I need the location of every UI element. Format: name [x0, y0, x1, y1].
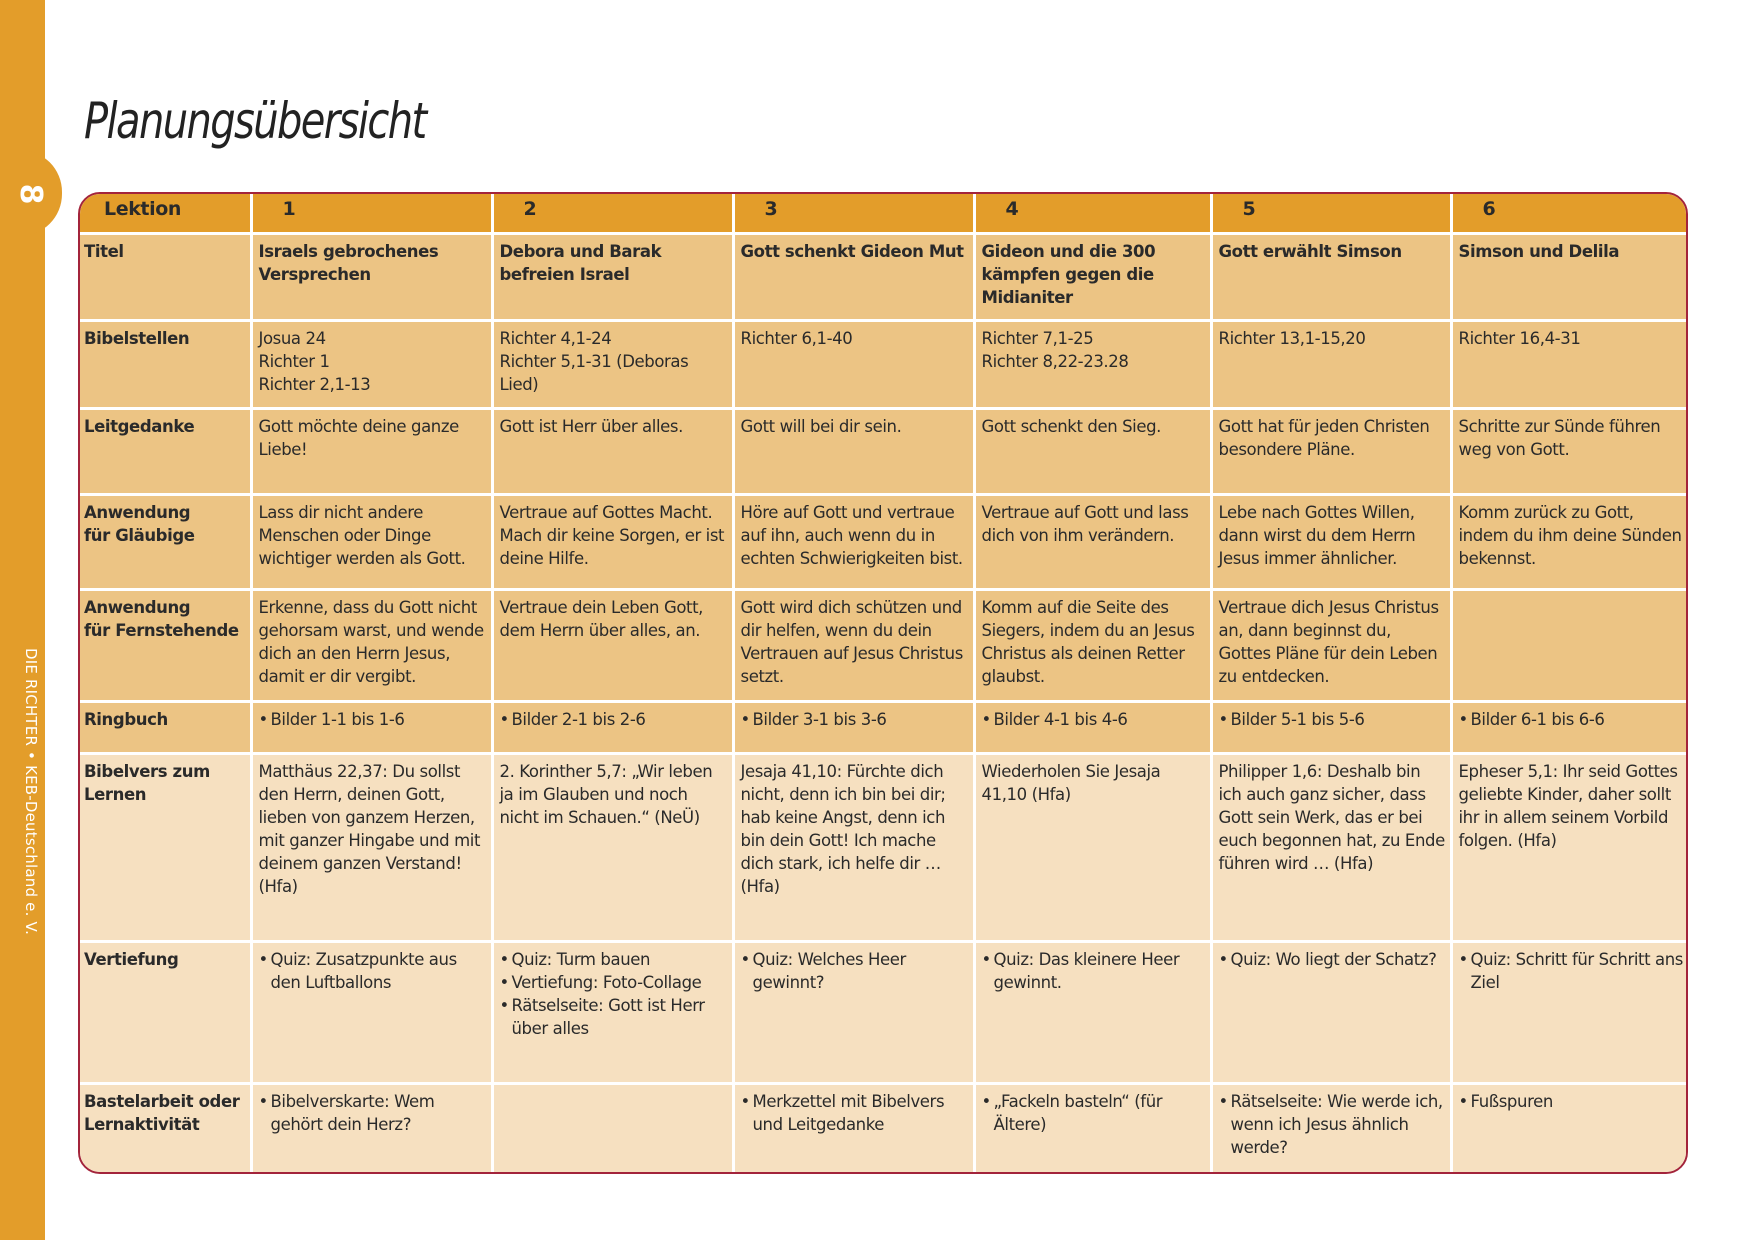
- row-label-text: Lernaktivität: [84, 1115, 200, 1135]
- lesson-number-2: 2: [492, 194, 733, 233]
- bullet-item: • Quiz: Das kleinere Heer gewinnt.: [982, 948, 1206, 994]
- cell-anwendung_glaeubige-5: Lebe nach Gottes Willen, dann wirst du dem Herrn Jesus immer ähnlicher.: [1211, 494, 1451, 590]
- row-label-text: Vertiefung: [84, 949, 179, 969]
- cell-bastelarbeit-3: [733, 1084, 974, 1172]
- row-label-anwendung_glaeubige: [80, 494, 251, 590]
- cell-anwendung_glaeubige-6: Komm zurück zu Gott, indem du ihm deine Sünden bekennst.: [1451, 494, 1688, 590]
- cell-line: Richter 2,1-13: [258, 374, 371, 394]
- cell-bastelarbeit-4: [974, 1084, 1211, 1172]
- table-row-ringbuch: [80, 702, 1688, 754]
- lesson-number-6: 6: [1451, 194, 1688, 233]
- bullet-item: • Fußspuren: [1459, 1090, 1687, 1113]
- bullet-list: [1459, 708, 1687, 731]
- cell-bibelstellen-6: [1451, 320, 1688, 408]
- cell-anwendung_fernstehende-1: Erkenne, dass du Gott nicht gehorsam warst, und wende dich an den Herrn Jesus, damit er dir vergibt.: [251, 590, 492, 702]
- row-label-text: Ringbuch: [84, 710, 168, 729]
- table-row-titel: [80, 233, 1688, 320]
- bullet-list: [500, 948, 728, 1040]
- row-label-text: für Gläubige: [84, 525, 195, 545]
- table-row-vertiefung: [80, 941, 1688, 1084]
- bullet-item: • Merkzettel mit Bibelvers und Leitgedanke: [741, 1090, 969, 1136]
- bullet-list: [500, 708, 728, 731]
- cell-ringbuch-1: [251, 702, 492, 754]
- bullet-list: [982, 708, 1206, 731]
- row-label-titel: [80, 233, 251, 320]
- row-label-bibelvers: [80, 753, 251, 941]
- bullet-list: [741, 1090, 969, 1136]
- cell-titel-4: Gideon und die 300 kämpfen gegen die Midianiter: [974, 233, 1211, 320]
- cell-anwendung_glaeubige-3: Höre auf Gott und vertraue auf ihn, auch wenn du in echten Schwierigkeiten bist.: [733, 494, 974, 590]
- bullet-list: [1219, 708, 1446, 731]
- table-row-bibelvers: [80, 753, 1688, 941]
- table-row-leitgedanke: [80, 408, 1688, 494]
- lesson-number-4: 4: [974, 194, 1211, 233]
- bullet-list: [259, 948, 487, 994]
- bullet-item: • Bilder 3-1 bis 3-6: [741, 708, 969, 731]
- bullet-item: • Bilder 4-1 bis 4-6: [982, 708, 1206, 731]
- cell-line: Richter 8,22-23.28: [981, 351, 1129, 371]
- header-label-lektion: Lektion: [80, 194, 251, 233]
- cell-titel-3: Gott schenkt Gideon Mut: [733, 233, 974, 320]
- cell-ringbuch-5: [1211, 702, 1451, 754]
- bullet-list: [259, 708, 487, 731]
- cell-ringbuch-4: [974, 702, 1211, 754]
- cell-leitgedanke-6: Schritte zur Sünde führen weg von Gott.: [1451, 408, 1688, 494]
- cell-vertiefung-4: [974, 941, 1211, 1084]
- lesson-number-1: 1: [251, 194, 492, 233]
- bullet-list: [1219, 948, 1446, 971]
- bullet-item: • Quiz: Wo liegt der Schatz?: [1219, 948, 1446, 971]
- bullet-item: • Quiz: Welches Heer gewinnt?: [741, 948, 969, 994]
- cell-bibelstellen-4: [974, 320, 1211, 408]
- table-row-bastelarbeit: [80, 1084, 1688, 1172]
- cell-titel-5: Gott erwählt Simson: [1211, 233, 1451, 320]
- bullet-item: • Quiz: Zusatzpunkte aus den Luftballons: [259, 948, 487, 994]
- cell-titel-6: Simson und Delila: [1451, 233, 1688, 320]
- row-label-bibelstellen: [80, 320, 251, 408]
- bullet-list: [259, 1090, 487, 1136]
- table-header-row: [80, 194, 1688, 233]
- cell-bibelvers-5: Philipper 1,6: Deshalb bin ich auch ganz sicher, dass Gott sein Werk, das er bei euch begonnen hat, zu Ende führen wird … (Hfa): [1211, 753, 1451, 941]
- bullet-item: • Bilder 1-1 bis 1-6: [259, 708, 487, 731]
- cell-titel-2: Debora und Barak befreien Israel: [492, 233, 733, 320]
- bullet-list: [1219, 1090, 1446, 1159]
- table-row-anwendung_glaeubige: [80, 494, 1688, 590]
- cell-vertiefung-6: [1451, 941, 1688, 1084]
- bullet-list: [1459, 948, 1687, 994]
- cell-bastelarbeit-6: [1451, 1084, 1688, 1172]
- cell-line: Richter 7,1-25: [981, 328, 1094, 348]
- cell-anwendung_glaeubige-4: Vertraue auf Gott und lass dich von ihm verändern.: [974, 494, 1211, 590]
- cell-bibelstellen-2: [492, 320, 733, 408]
- cell-bibelvers-3: Jesaja 41,10: Fürchte dich nicht, denn ich bin bei dir; hab keine Angst, denn ich bin dein Gott! Ich mache dich stark, ich helfe dir … (Hfa): [733, 753, 974, 941]
- cell-anwendung_fernstehende-3: Gott wird dich schützen und dir helfen, wenn du dein Vertrauen auf Jesus Christus setzt.: [733, 590, 974, 702]
- cell-titel-1: Israels gebrochenes Versprechen: [251, 233, 492, 320]
- row-label-text: Anwendung: [84, 598, 191, 618]
- cell-line: Josua 24: [258, 328, 326, 348]
- cell-bastelarbeit-1: [251, 1084, 492, 1172]
- cell-bibelvers-6: Epheser 5,1: Ihr seid Gottes geliebte Kinder, daher sollt ihr in allem seinem Vorbild folgen. (Hfa): [1451, 753, 1688, 941]
- cell-anwendung_fernstehende-2: Vertraue dein Leben Gott, dem Herrn über alles, an.: [492, 590, 733, 702]
- row-label-text: Anwendung: [84, 502, 191, 522]
- cell-vertiefung-3: [733, 941, 974, 1084]
- bullet-item: • Bibelverskarte: Wem gehört dein Herz?: [259, 1090, 487, 1136]
- bullet-list: [982, 1090, 1206, 1136]
- cell-bibelvers-1: Matthäus 22,37: Du sollst den Herrn, deinen Gott, lieben von ganzem Herzen, mit ganzer Hingabe und mit deinem ganzen Verstand! (Hfa): [251, 753, 492, 941]
- cell-bibelstellen-1: [251, 320, 492, 408]
- cell-bibelvers-2: 2. Korinther 5,7: „Wir leben ja im Glauben und noch nicht im Schauen.“ (NeÜ): [492, 753, 733, 941]
- cell-ringbuch-2: [492, 702, 733, 754]
- bullet-item: • Quiz: Schritt für Schritt ans Ziel: [1459, 948, 1687, 994]
- cell-anwendung_glaeubige-2: Vertraue auf Gottes Macht. Mach dir keine Sorgen, er ist deine Hilfe.: [492, 494, 733, 590]
- planning-table: [78, 192, 1688, 1174]
- row-label-ringbuch: [80, 702, 251, 754]
- bullet-list: [741, 708, 969, 731]
- bullet-item: • Bilder 2-1 bis 2-6: [500, 708, 728, 731]
- bullet-list: [1459, 1090, 1687, 1113]
- cell-bastelarbeit-5: [1211, 1084, 1451, 1172]
- cell-bibelvers-4: Wiederholen Sie Jesaja 41,10 (Hfa): [974, 753, 1211, 941]
- row-label-text: Bastelarbeit oder: [84, 1092, 240, 1112]
- row-label-text: für Fernstehende: [84, 621, 239, 641]
- bullet-item: • Bilder 5-1 bis 5-6: [1219, 708, 1446, 731]
- cell-ringbuch-6: [1451, 702, 1688, 754]
- cell-line: Richter 6,1-40: [740, 328, 853, 348]
- page-title: Planungsübersicht: [84, 92, 426, 150]
- bullet-item: • „Fackeln basteln“ (für Ältere): [982, 1090, 1206, 1136]
- cell-leitgedanke-4: Gott schenkt den Sieg.: [974, 408, 1211, 494]
- page-number: 8: [13, 183, 49, 205]
- lesson-number-3: 3: [733, 194, 974, 233]
- bullet-item: • Rätselseite: Wie werde ich, wenn ich Jesus ähnlich werde?: [1219, 1090, 1446, 1159]
- cell-line: Richter 13,1-15,20: [1218, 328, 1366, 348]
- cell-bibelstellen-3: [733, 320, 974, 408]
- bullet-list: [982, 948, 1206, 994]
- lesson-number-5: 5: [1211, 194, 1451, 233]
- row-label-leitgedanke: [80, 408, 251, 494]
- row-label-vertiefung: [80, 941, 251, 1084]
- bullet-item: • Quiz: Turm bauen: [500, 948, 728, 971]
- bullet-item: • Bilder 6-1 bis 6-6: [1459, 708, 1687, 731]
- cell-anwendung_fernstehende-5: Vertraue dich Jesus Christus an, dann beginnst du, Gottes Pläne für dein Leben zu entdecken.: [1211, 590, 1451, 702]
- row-label-text: Titel: [84, 241, 124, 261]
- cell-anwendung_fernstehende-4: Komm auf die Seite des Siegers, indem du an Jesus Christus als deinen Retter glaubst.: [974, 590, 1211, 702]
- row-label-text: Bibelvers zum: [84, 761, 210, 781]
- bullet-item: • Rätselseite: Gott ist Herr über alles: [500, 994, 728, 1040]
- cell-bastelarbeit-2: [492, 1084, 733, 1172]
- table-row-bibelstellen: [80, 320, 1688, 408]
- cell-leitgedanke-2: Gott ist Herr über alles.: [492, 408, 733, 494]
- cell-anwendung_fernstehende-6: [1451, 590, 1688, 702]
- cell-leitgedanke-3: Gott will bei dir sein.: [733, 408, 974, 494]
- cell-vertiefung-2: [492, 941, 733, 1084]
- bullet-list: [741, 948, 969, 994]
- sidebar-vertical-text: DIE RICHTER • KEB-Deutschland e. V.: [22, 648, 40, 936]
- cell-line: Richter 1: [258, 351, 330, 371]
- cell-line: Richter 4,1-24: [499, 328, 612, 348]
- bullet-item: • Vertiefung: Foto-Collage: [500, 971, 728, 994]
- cell-line: Richter 5,1-31 (Deboras Lied): [499, 351, 689, 394]
- row-label-text: Lernen: [84, 784, 147, 804]
- cell-leitgedanke-1: Gott möchte deine ganze Liebe!: [251, 408, 492, 494]
- row-label-text: Leitgedanke: [84, 416, 195, 436]
- cell-vertiefung-5: [1211, 941, 1451, 1084]
- cell-anwendung_glaeubige-1: Lass dir nicht andere Menschen oder Dinge wichtiger werden als Gott.: [251, 494, 492, 590]
- row-label-text: Bibelstellen: [84, 328, 190, 348]
- cell-ringbuch-3: [733, 702, 974, 754]
- cell-leitgedanke-5: Gott hat für jeden Christen besondere Pläne.: [1211, 408, 1451, 494]
- cell-line: Richter 16,4-31: [1458, 328, 1581, 348]
- table-row-anwendung_fernstehende: [80, 590, 1688, 702]
- cell-bibelstellen-5: [1211, 320, 1451, 408]
- row-label-anwendung_fernstehende: [80, 590, 251, 702]
- cell-vertiefung-1: [251, 941, 492, 1084]
- row-label-bastelarbeit: [80, 1084, 251, 1172]
